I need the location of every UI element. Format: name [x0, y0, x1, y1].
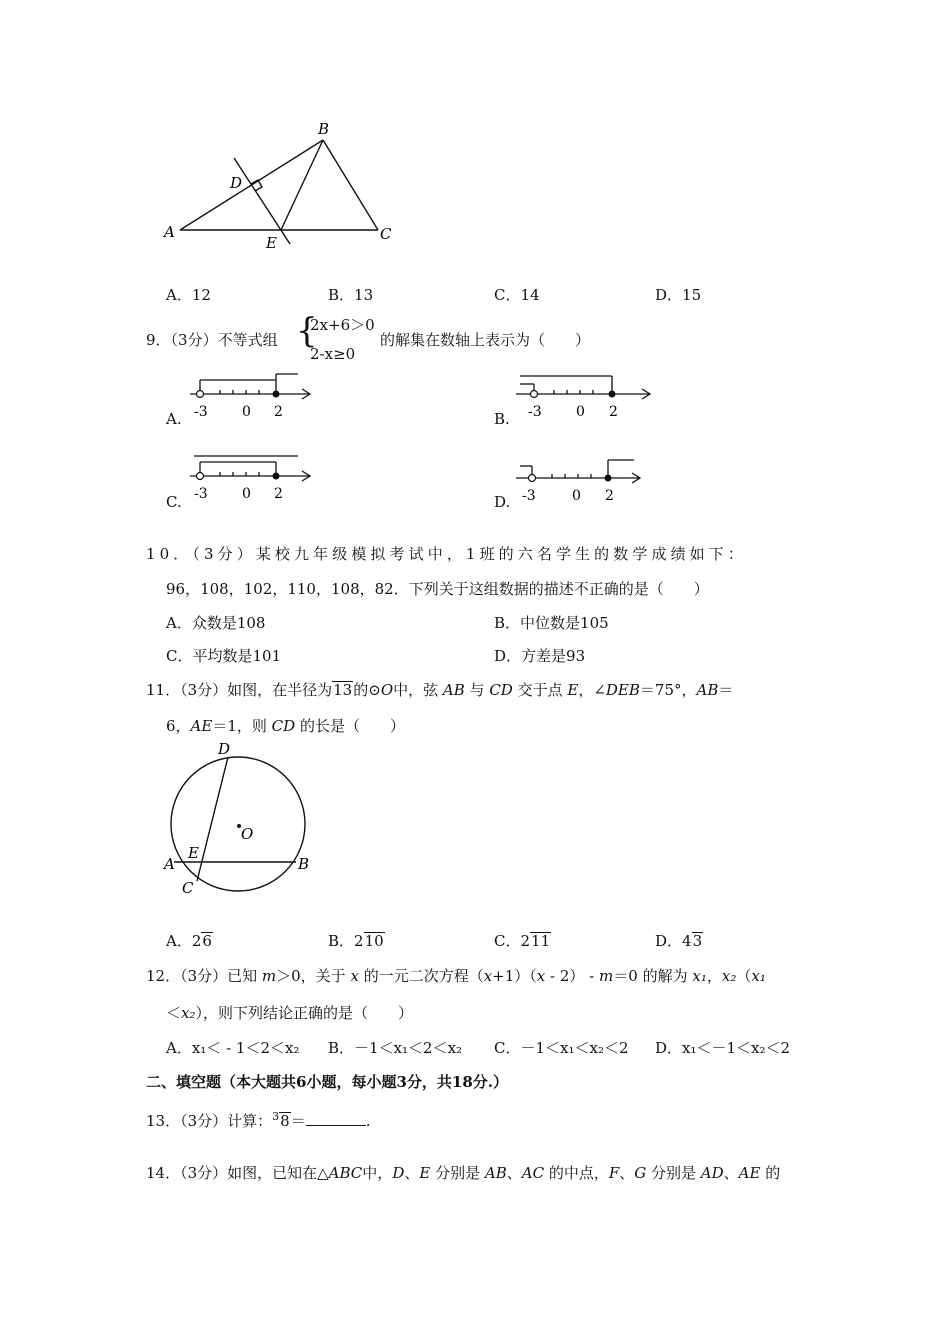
q9-a-label-neg3: -3 — [194, 404, 208, 420]
q12-option-a[interactable]: A．x₁＜ - 1＜2＜x₂ — [166, 1039, 300, 1057]
q10-option-a[interactable]: A．众数是108 — [166, 614, 266, 632]
q9-b-label-0: 0 — [576, 404, 585, 420]
q9-d-label-2: 2 — [605, 488, 614, 504]
q8-label-e: E — [266, 234, 277, 252]
q12-stem-line2: ＜x₂），则下列结论正确的是（ ） — [166, 1004, 414, 1022]
q9-stem-suffix: 的解集在数轴上表示为（ ） — [380, 331, 591, 349]
q11-stem-line1: 11．（3分）如图，在半径为13的⊙O中，弦 AB 与 CD 交于点 E，∠DEB＝75°，AB＝ — [146, 681, 734, 699]
q11-option-b[interactable]: B．210 — [328, 932, 384, 950]
q12-option-d[interactable]: D．x₁＜－1＜x₂＜2 — [655, 1039, 791, 1057]
q8-label-a: A — [164, 223, 175, 241]
q9-a-label-2: 2 — [274, 404, 283, 420]
q11-label-b: B — [298, 855, 310, 873]
q11-sqrt-13: 13 — [333, 681, 353, 699]
q9-d-label-neg3: -3 — [522, 488, 536, 504]
q11-option-d[interactable]: D．43 — [655, 932, 703, 950]
q8-perpendicular-line — [234, 158, 290, 244]
q11-option-a[interactable]: A．26 — [166, 932, 212, 950]
q9-c-label-neg3: -3 — [194, 486, 208, 502]
q9-b-label-neg3: -3 — [528, 404, 542, 420]
section2-heading: 二、填空题（本大题共6小题，每小题3分，共18分.） — [146, 1073, 508, 1091]
q8-option-d[interactable]: D．15 — [655, 286, 702, 304]
q9-b-label-2: 2 — [609, 404, 618, 420]
q8-label-b: B — [318, 120, 330, 138]
q9-numberline-d[interactable] — [516, 454, 656, 504]
q9-option-a-letter[interactable]: A. — [166, 410, 182, 428]
q9-option-c-letter[interactable]: C. — [166, 493, 182, 511]
q11-label-a: A — [164, 855, 175, 873]
q13-stem: 13．（3分）计算：$^3$8＝ . — [146, 1110, 371, 1130]
q10-stem-line2: 96，108，102，110，108，82．下列关于这组数据的描述不正确的是（ ） — [166, 580, 709, 598]
q9-numberline-c[interactable] — [190, 452, 330, 502]
q9-inequality-1: 2x+6＞0 — [310, 316, 375, 334]
q10-option-d[interactable]: D．方差是93 — [494, 647, 586, 665]
q10-option-c[interactable]: C．平均数是101 — [166, 647, 282, 665]
q8-label-c: C — [380, 225, 392, 243]
q8-label-d: D — [230, 174, 243, 192]
q11-circle-figure — [160, 740, 330, 900]
q11-label-d: D — [218, 740, 231, 758]
q9-numberline-b[interactable] — [516, 370, 656, 420]
q9-c-label-2: 2 — [274, 486, 283, 502]
q11-label-e: E — [188, 844, 199, 862]
q9-inequality-2: 2-x≥0 — [310, 345, 356, 363]
q12-option-b[interactable]: B．－1＜x₁＜2＜x₂ — [328, 1039, 463, 1057]
q11-label-o: O — [241, 825, 254, 843]
q9-numberline-a[interactable] — [190, 370, 330, 420]
q8-option-b[interactable]: B．13 — [328, 286, 374, 304]
q13-answer-blank[interactable] — [306, 1111, 366, 1126]
q14-stem: 14．（3分）如图，已知在△ABC中，D、E 分别是 AB、AC 的中点，F、G 分别是 AD、AE 的 — [146, 1164, 781, 1182]
q13-cube-root: 8 — [280, 1112, 290, 1130]
q8-side-bc — [323, 140, 378, 230]
q11-stem-line2: 6，AE＝1，则 CD 的长是（ ） — [166, 717, 405, 735]
q9-brace: { — [296, 311, 318, 351]
q11-label-c: C — [182, 879, 194, 897]
q10-option-b[interactable]: B．中位数是105 — [494, 614, 609, 632]
q9-a-label-0: 0 — [242, 404, 251, 420]
q12-option-c[interactable]: C．－1＜x₁＜x₂＜2 — [494, 1039, 629, 1057]
q9-c-label-0: 0 — [242, 486, 251, 502]
q10-stem-line1: 10．（3分）某校九年级模拟考试中，1班的六名学生的数学成绩如下： — [146, 545, 747, 563]
q9-d-label-0: 0 — [572, 488, 581, 504]
q9-option-d-letter[interactable]: D. — [494, 493, 511, 511]
q8-option-a[interactable]: A．12 — [166, 286, 211, 304]
q11-option-c[interactable]: C．211 — [494, 932, 551, 950]
q13-root-index: 3 — [272, 1110, 280, 1123]
q12-stem-line1: 12．（3分）已知 m＞0，关于 x 的一元二次方程（x+1）（x - 2） - m＝0 的解为 x₁，x₂（x₁ — [146, 967, 766, 985]
q9-option-b-letter[interactable]: B. — [494, 410, 510, 428]
q8-option-c[interactable]: C．14 — [494, 286, 540, 304]
q9-stem-prefix: 9．（3分）不等式组 — [146, 331, 278, 349]
q8-triangle-figure — [160, 118, 420, 258]
q11-circle — [171, 757, 305, 891]
